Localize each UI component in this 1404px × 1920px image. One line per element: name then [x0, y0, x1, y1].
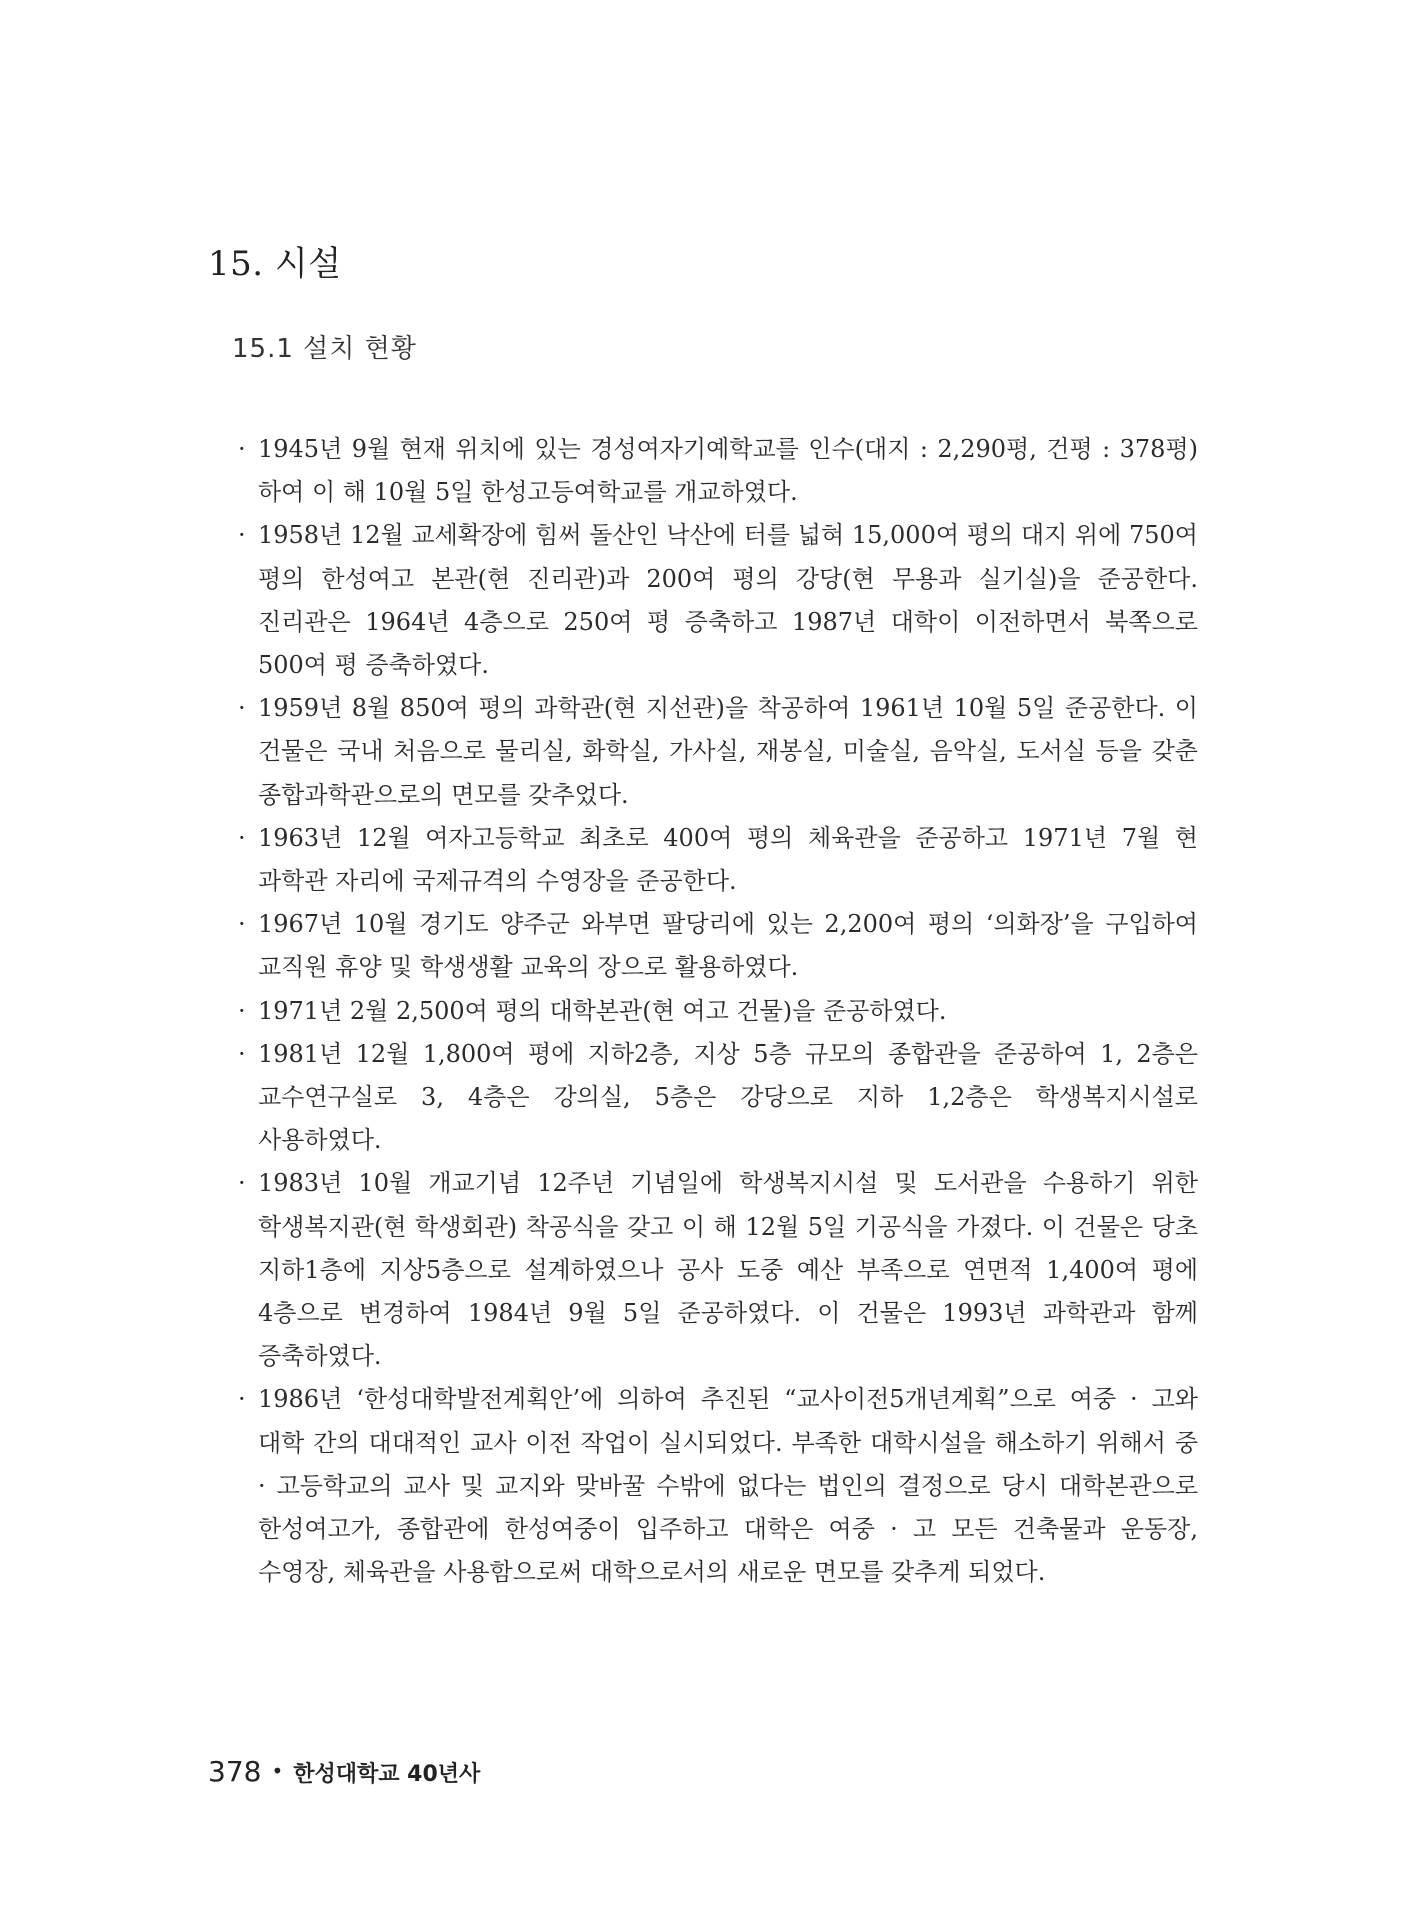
list-item-text: 1967년 10월 경기도 양주군 와부면 팔당리에 있는 2,200여 평의 ‘의화장’을 구입하여 교직원 휴양 및 학생생활 교육의 장으로 활용하였다. [258, 910, 1198, 982]
list-item [238, 1162, 1198, 1378]
bullet-mark: · [238, 435, 246, 463]
list-item [238, 903, 1198, 989]
list-item-text: 1986년 ‘한성대학발전계획안’에 의하여 추진된 “교사이전5개년계획”으로 여중 · 고와 대학 간의 대대적인 교사 이전 작업이 실시되었다. 부족한 대학시설을 해소하기 위해서 중 · 고등학교의 교사 및 교지와 맞바꿀 수밖에 없다는 법인의 결정으로 당시 대학본관으로 한성여고가, 종합관에 한성여중이 입주하고 대학은 여중 · 고 모든 건축물과 운동장, 수영장, 체육관을 사용함으로써 대학으로서의 새로운 면모를 갖추게 되었다. [258, 1385, 1198, 1587]
list-item-text: 1981년 12월 1,800여 평에 지하2층, 지상 5층 규모의 종합관을 준공하여 1, 2층은 교수연구실로 3, 4층은 강의실, 5층은 강당으로 지하 1,2층은 학생복지시설로 사용하였다. [258, 1039, 1198, 1155]
list-item [238, 514, 1198, 687]
list-item-text: 1983년 10월 개교기념 12주년 기념일에 학생복지시설 및 도서관을 수용하기 위한 학생복지관(현 학생회관) 착공식을 갖고 이 해 12월 5일 기공식을 가졌다. 이 건물은 당초 지하1층에 지상5층으로 설계하였으나 공사 도중 예산 부족으로 연면적 1,400여 평에 4층으로 변경하여 1984년 9월 5일 준공하였다. 이 건물은 1993년 과학관과 함께 증축하였다. [258, 1169, 1198, 1371]
bullet-mark: · [238, 996, 246, 1025]
bullet-mark: · [238, 910, 246, 939]
list-item-text: 1959년 8월 850여 평의 과학관(현 지선관)을 착공하여 1961년 10월 5일 준공한다. 이 건물은 국내 처음으로 물리실, 화학실, 가사실, 재봉실, 미술실, 음악실, 도서실 등을 갖춘 종합과학관으로의 면모를 갖추었다. [258, 694, 1198, 809]
bullet-mark: · [238, 694, 246, 723]
bullet-mark: · [238, 823, 246, 852]
list-item-text: 1958년 12월 교세확장에 힘써 돌산인 낙산에 터를 넓혀 15,000여 평의 대지 위에 750여 평의 한성여고 본관(현 진리관)과 200여 평의 강당(현 무용과 실기실)을 준공한다. 진리관은 1964년 4층으로 250여 평 증축하고 1987년 대학이 이전하면서 북쪽으로 500여 평 증축하였다. [258, 521, 1198, 680]
book-title: 한성대학교 40년사 [293, 1762, 481, 1787]
list-item-text: 1963년 12월 여자고등학교 최초로 400여 평의 체육관을 준공하고 1971년 7월 현 과학관 자리에 국제규격의 수영장을 준공한다. [258, 823, 1198, 896]
page-footer [208, 1755, 480, 1788]
page-number: 378 [208, 1755, 262, 1788]
list-item [238, 428, 1198, 514]
list-item-text: 1971년 2월 2,500여 평의 대학본관(현 여고 건물)을 준공하였다. [258, 996, 947, 1025]
subsection-title: 15.1 설치 현황 [232, 334, 417, 364]
section-title: 15. 시설 [208, 244, 342, 284]
list-item [238, 1378, 1198, 1594]
list-item [238, 1033, 1198, 1163]
bullet-mark: · [238, 521, 246, 550]
bullet-mark: · [238, 1169, 246, 1198]
facility-history-list [238, 428, 1198, 1594]
bullet-mark: · [238, 1039, 246, 1068]
list-item-text: 1945년 9월 현재 위치에 있는 경성여자기예학교를 인수(대지 : 2,290평, 건평 : 378평)하여 이 해 10월 5일 한성고등여학교를 개교하였다. [258, 435, 1198, 507]
footer-separator: • [271, 1759, 284, 1783]
list-item [238, 687, 1198, 817]
bullet-mark: · [238, 1385, 246, 1414]
list-item [238, 990, 1198, 1033]
list-item [238, 817, 1198, 903]
